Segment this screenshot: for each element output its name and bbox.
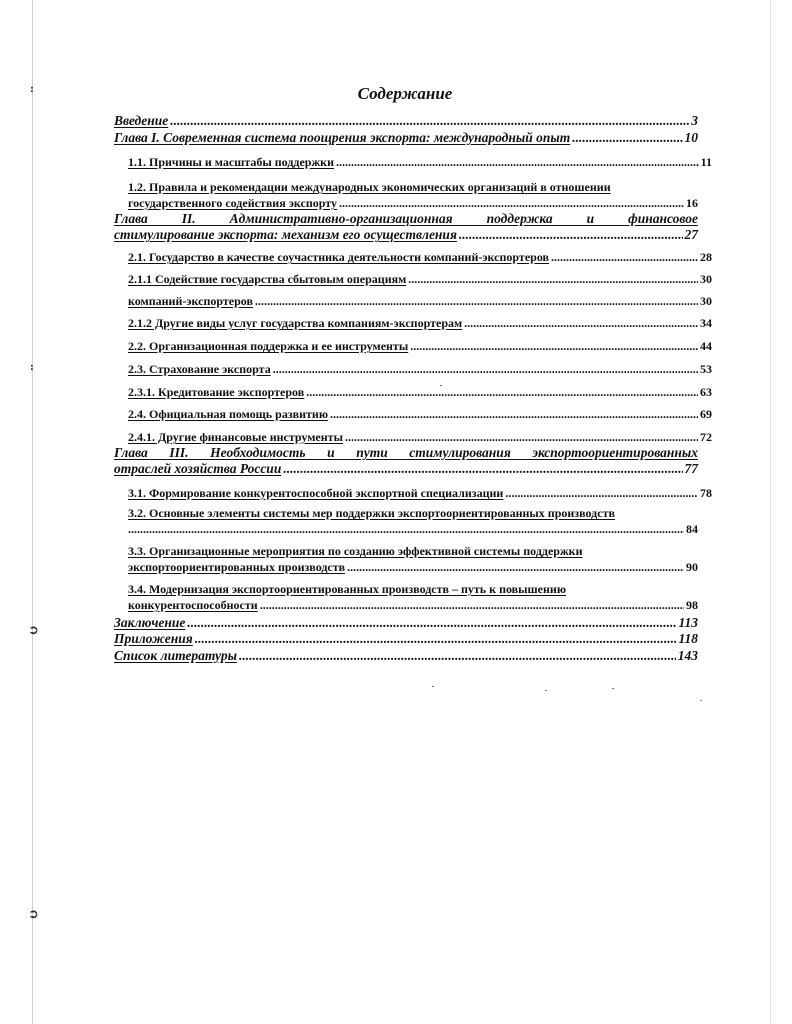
toc-entry-section-2-3[interactable] — [114, 361, 712, 384]
dot-leader — [330, 406, 698, 422]
toc-page-number: 78 — [700, 486, 712, 500]
toc-entry-label: 3.1. Формирование конкурентоспособной экспортной специализации — [128, 486, 504, 500]
dot-leader — [255, 293, 698, 309]
dot-leader — [459, 227, 683, 243]
toc-entry-section-2-1[interactable] — [114, 249, 712, 271]
toc-page-number: 3 — [691, 113, 698, 128]
toc-entry-label: компаний-экспортеров — [128, 294, 253, 308]
toc-entry-label: 1.1. Причины и масштабы поддержки — [128, 155, 334, 169]
toc-entry-chapter-2[interactable] — [114, 211, 698, 249]
toc-page-number: 113 — [678, 615, 698, 630]
dot-leader — [551, 249, 698, 265]
toc-entry-label-line2: конкурентоспособности — [128, 598, 258, 612]
toc-entry-section-1-1[interactable] — [114, 150, 712, 178]
page-title: Содержание — [357, 84, 453, 103]
toc-entry-label: 2.3. Страхование экспорта — [128, 362, 271, 376]
toc-page-number: 28 — [700, 250, 712, 264]
toc-entry-label: Введение — [114, 113, 169, 128]
dot-leader — [347, 559, 684, 575]
toc-entry-section-2-2[interactable] — [114, 338, 712, 361]
toc-entry-section-2-3-1[interactable] — [114, 384, 712, 406]
dot-leader — [170, 113, 689, 129]
toc-page-number: 72 — [700, 430, 712, 444]
toc-page-number: 11 — [700, 155, 712, 169]
toc-entry-chapter-3[interactable] — [114, 445, 698, 483]
dot-leader — [505, 485, 698, 501]
toc-entry-section-2-1-1-continued[interactable] — [114, 293, 712, 315]
toc-page-number: 53 — [700, 362, 712, 376]
toc-entry-label-line2: отраслей хозяйства России — [114, 461, 282, 476]
toc-page-number: 16 — [686, 196, 698, 210]
toc-page-number: 143 — [677, 648, 698, 663]
toc-entry-label-line2: экспортоориентированных производств — [128, 560, 346, 574]
toc-entry-label: 2.1. Государство в качестве соучастника деятельности компаний-экспортеров — [128, 250, 549, 264]
toc-entry-label-line1: 3.4. Модернизация экспортоориентированных производств – путь к повышению — [128, 582, 566, 596]
toc-entry-conclusion[interactable] — [114, 615, 698, 631]
dot-leader — [408, 271, 698, 287]
dot-leader — [339, 195, 684, 211]
scan-speck — [612, 688, 614, 689]
scan-left-edge — [32, 0, 33, 1024]
toc-entry-label: Глава I. Современная система поощрения экспорта: международный опыт — [114, 130, 571, 145]
toc-page-number: 34 — [700, 316, 712, 330]
toc-entry-section-2-4-1[interactable] — [114, 429, 712, 445]
toc-page-number: 63 — [700, 385, 712, 399]
binder-hole-mark-lower: ➲ — [28, 623, 39, 638]
toc-page-number: 30 — [700, 294, 712, 308]
dot-leader — [464, 315, 698, 331]
toc-entry-label-line1: Глава III. Необходимость и пути стимулирования экспортоориентированных — [114, 445, 698, 460]
toc-entry-section-2-1-1[interactable] — [114, 271, 712, 293]
dot-leader — [345, 429, 698, 445]
toc-entry-section-2-1-2[interactable] — [114, 315, 712, 338]
dot-leader — [283, 461, 682, 477]
toc-entry-label: 2.2. Организационная поддержка и ее инструменты — [128, 339, 409, 353]
toc-entry-section-2-4[interactable] — [114, 406, 712, 429]
toc-entry-label: 2.1.1 Содействие государства сбытовым операциям — [128, 272, 407, 286]
toc-entry-label-line1: Глава II. Административно-организационная поддержка и финансовое — [114, 211, 698, 226]
dot-leader — [195, 631, 677, 647]
dot-leader — [260, 597, 684, 613]
toc-page-number: 118 — [678, 631, 698, 646]
toc-page-number: 84 — [686, 522, 698, 536]
toc-entry-introduction[interactable] — [114, 113, 698, 130]
scan-speck — [432, 686, 434, 687]
toc-entry-label: 2.4.1. Другие финансовые инструменты — [128, 430, 343, 444]
toc-page-number: 77 — [684, 461, 698, 476]
dot-leader — [306, 384, 698, 400]
binder-hole-mark-middle: ᛬ — [28, 361, 36, 376]
toc-entry-label-line1: 1.2. Правила и рекомендации международных экономических организаций в отношении — [128, 180, 611, 194]
toc-entry-appendices[interactable] — [114, 631, 698, 648]
toc-entry-label: 2.4. Официальная помощь развитию — [128, 407, 329, 421]
dot-leader — [336, 154, 699, 170]
toc-entry-label-line1: 3.2. Основные элементы системы мер поддержки экспортоориентированных производств — [128, 506, 615, 520]
toc-page-number: 69 — [700, 407, 712, 421]
toc-entry-section-3-2[interactable] — [114, 505, 698, 543]
toc-entry-references[interactable] — [114, 648, 698, 665]
toc-entry-section-1-2[interactable] — [114, 178, 698, 211]
table-of-contents — [114, 113, 712, 665]
toc-page-number: 27 — [684, 227, 698, 242]
binder-hole-mark-bottom: ➲ — [28, 907, 39, 922]
toc-entry-label: Заключение — [114, 615, 186, 630]
toc-page-number: 98 — [686, 598, 698, 612]
dot-leader — [410, 338, 698, 354]
toc-entry-chapter-1[interactable] — [114, 130, 698, 150]
toc-entry-label: Приложения — [114, 631, 193, 646]
scan-speck — [545, 690, 547, 691]
dot-leader — [239, 648, 676, 664]
toc-entry-section-3-4[interactable] — [114, 581, 698, 615]
toc-page-number: 10 — [684, 130, 698, 145]
toc-entry-label-line1: 3.3. Организационные мероприятия по созданию эффективной системы поддержки — [128, 544, 583, 558]
toc-entry-label: 2.1.2 Другие виды услуг государства компаниям-экспортерам — [128, 316, 463, 330]
dot-leader — [187, 615, 676, 631]
toc-entry-label: Список литературы — [114, 648, 237, 663]
toc-entry-label: 2.3.1. Кредитование экспортеров — [128, 385, 305, 399]
toc-entry-label-line2: стимулирование экспорта: механизм его осуществления — [114, 227, 457, 242]
toc-entry-section-3-1[interactable] — [114, 483, 712, 505]
dot-leader — [273, 361, 698, 377]
toc-page-number: 90 — [686, 560, 698, 574]
scan-right-edge — [770, 0, 771, 1024]
toc-page-number: 30 — [700, 272, 712, 286]
toc-entry-section-3-3[interactable] — [114, 543, 698, 581]
dot-leader — [128, 521, 684, 537]
scan-speck — [700, 700, 702, 701]
toc-entry-label-line2: государственного содействия экспорту — [128, 196, 338, 210]
dot-leader — [572, 130, 682, 146]
toc-page-number: 44 — [700, 339, 712, 353]
binder-hole-mark-top: ᛬ — [28, 83, 36, 98]
